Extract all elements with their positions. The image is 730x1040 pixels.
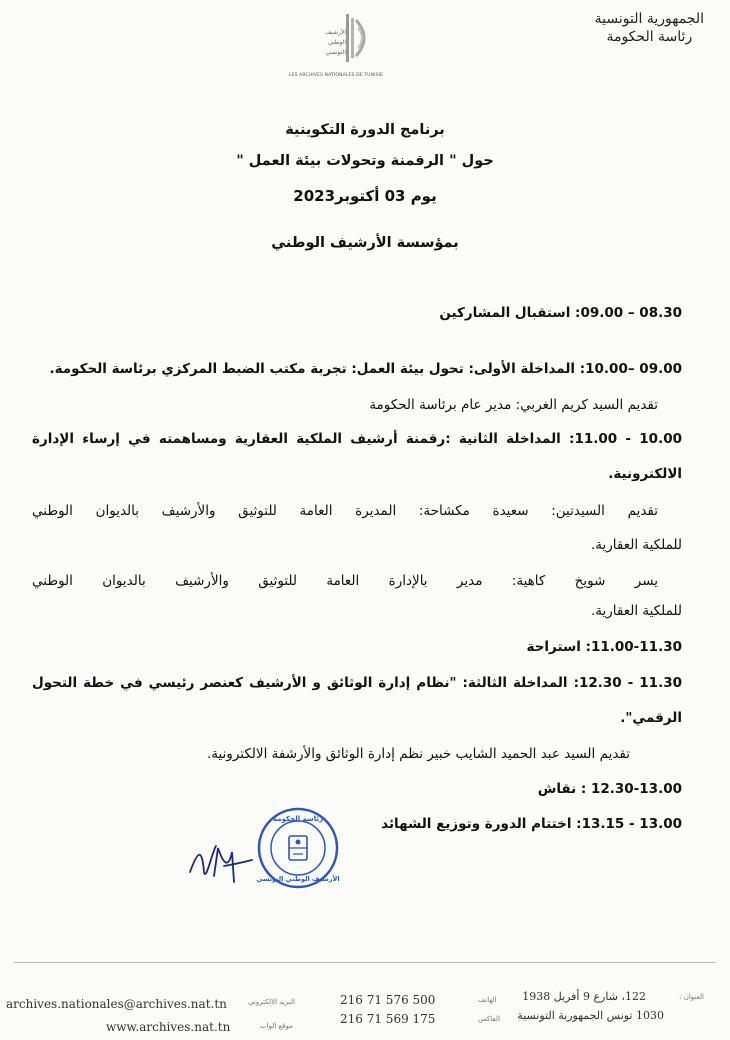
footer-phone: 216 71 576 500 [340,993,436,1007]
footer-website[interactable]: www.archives.nat.tn [106,1020,231,1034]
agenda-session-2-presenter-2-cont: للملكية العقارية. [590,603,682,619]
footer-address-line1: 122، شارع 9 أفريل 1938 [522,990,646,1003]
agenda-session-2-presenter-1: تقديم السيدتين: سعيدة مكشاحة: المديرة العامة للتوثيق والأرشيف بالديوان الوطني [32,503,658,519]
program-title: برنامج الدورة التكوينية [285,122,445,138]
agenda-break: 11.00-11.30: استراحة [526,639,682,655]
footer-website-label: موقع الواب [260,1022,293,1030]
svg-text:الأرشيف الوطني التونسي: الأرشيف الوطني التونسي [256,875,340,883]
gov-presidency: رئاسة الحكومة [606,29,693,45]
footer-email-label: البريد الالكتروني [248,998,295,1006]
official-stamp [256,806,340,890]
agenda-session-3-cont: الرقمي". [620,710,682,726]
agenda-session-1-presenter: تقديم السيد كريم الغربي: مدير عام برئاسة الحكومة [369,397,658,413]
footer-divider [14,962,716,963]
agenda-session-3: 11.30 - 12.30: المداخلة الثالثة: "نظام إدارة الوثائق و الأرشيف كعنصر رئيسي في خطة التحول [32,675,682,691]
logo-arabic-text: الأرشيف الوطني التونسي [324,29,346,56]
agenda-session-2-presenter-1-cont: للملكية العقارية. [590,537,682,553]
archives-logo [280,10,392,84]
footer-address-label: العنوان : [679,993,704,1001]
agenda-reception: 08.30 – 09.00: استقبال المشاركين [439,305,682,321]
agenda-session-2-cont: الالكترونية. [608,466,682,482]
agenda-closing: 13.00 - 13.15: اختتام الدورة وتوزيع الشهائد [381,816,682,832]
program-topic: حول " الرقمنة وتحولات بيئة العمل " [236,153,494,169]
gov-republic: الجمهورية التونسية [594,11,704,27]
government-header [595,10,704,46]
footer-fax-label: الفاكس [478,1015,501,1023]
svg-text:رئاسة الحكومة: رئاسة الحكومة [273,815,323,823]
footer-phone-label: الهاتف [478,996,497,1004]
agenda-session-3-presenter: تقديم السيد عبد الحميد الشايب خبير نظم إدارة الوثائق والأرشفة الالكترونية. [206,746,630,762]
agenda-session-2-presenter-2: يسر شويخ كاهية: مدير بالإدارة العامة للتوثيق والأرشيف بالديوان الوطني [32,573,658,589]
footer-fax: 216 71 569 175 [340,1012,436,1026]
handwritten-signature [184,842,256,886]
agenda-session-1: 09.00 –10.00: المداخلة الأولى: تحول بيئة العمل: تجربة مكتب الضبط المركزي برئاسة الحكومة. [49,361,682,377]
footer-address-line2: 1030 تونس الجمهورية التونسية [517,1009,664,1022]
logo-caption: LES ARCHIVES NATIONALES DE TUNISIE [288,73,384,78]
footer-email[interactable]: archives.nationales@archives.nat.tn [6,997,227,1011]
program-venue: بمؤسسة الأرشيف الوطني [271,235,459,251]
agenda-discussion: 12.30-13.00 : نقاش [537,781,682,797]
program-date: يوم 03 أكتوبر2023 [293,187,437,205]
agenda-session-2: 10.00 - 11.00: المداخلة الثانية :رقمنة أرشيف الملكية العقارية ومساهمته في إرساء الإدارة [32,431,682,447]
